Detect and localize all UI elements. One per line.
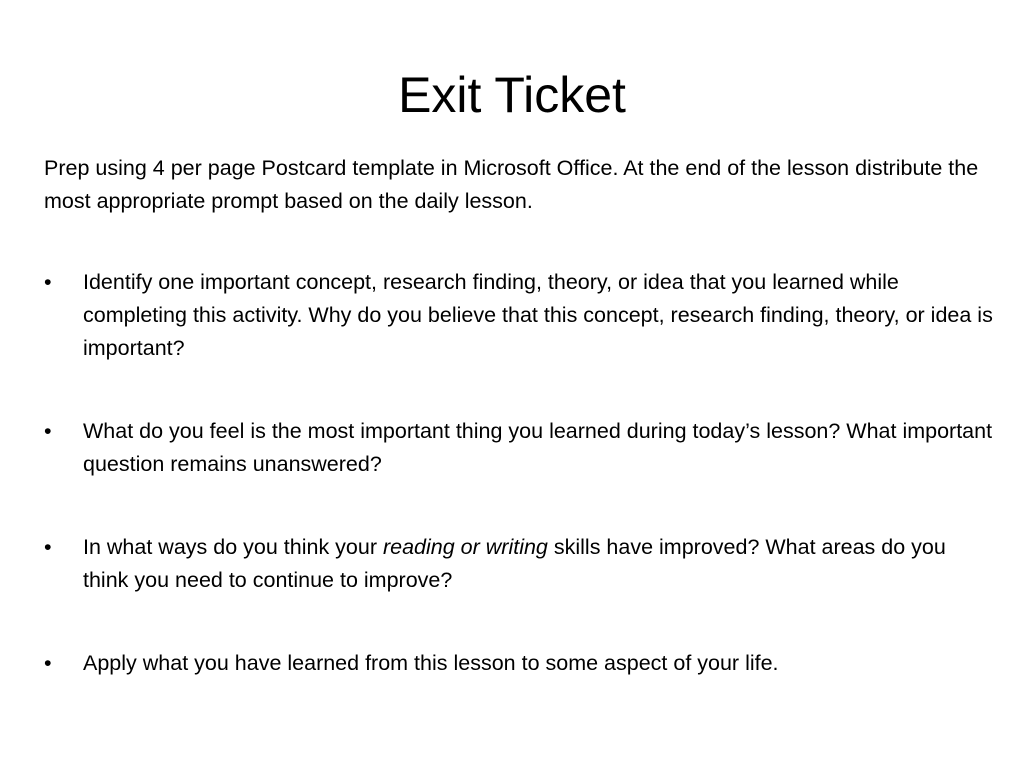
prompt-text: What do you feel is the most important thing you learned during today’s lesson? What important question remains unanswered? (83, 419, 993, 476)
prompt-text-emphasis: reading or writing (382, 535, 548, 559)
prompt-item (44, 531, 994, 597)
prompt-item (44, 266, 994, 365)
slide-body (44, 152, 994, 730)
prompt-item (44, 415, 994, 481)
bullet-icon: • (44, 419, 52, 443)
intro-paragraph: Prep using 4 per page Postcard template in Microsoft Office. At the end of the lesson distribute the most appropriate prompt based on the daily lesson. (44, 156, 979, 213)
bullet-icon: • (44, 270, 52, 294)
prompt-text: Apply what you have learned from this lesson to some aspect of your life. (83, 651, 779, 675)
prompt-list (44, 266, 994, 680)
prompt-text: Identify one important concept, research finding, theory, or idea that you learned while completing this activity. Why do you believe that this concept, research finding, theory, or idea is important? (83, 270, 993, 360)
prompt-text-after: skills have improved? What areas do you think you need to continue to improve? (83, 535, 946, 592)
bullet-icon: • (44, 535, 52, 559)
prompt-text (83, 535, 946, 592)
slide-title: Exit Ticket (398, 67, 626, 123)
bullet-icon: • (44, 651, 52, 675)
prompt-text-before: In what ways do you think your (83, 535, 383, 559)
prompt-item (44, 647, 994, 680)
